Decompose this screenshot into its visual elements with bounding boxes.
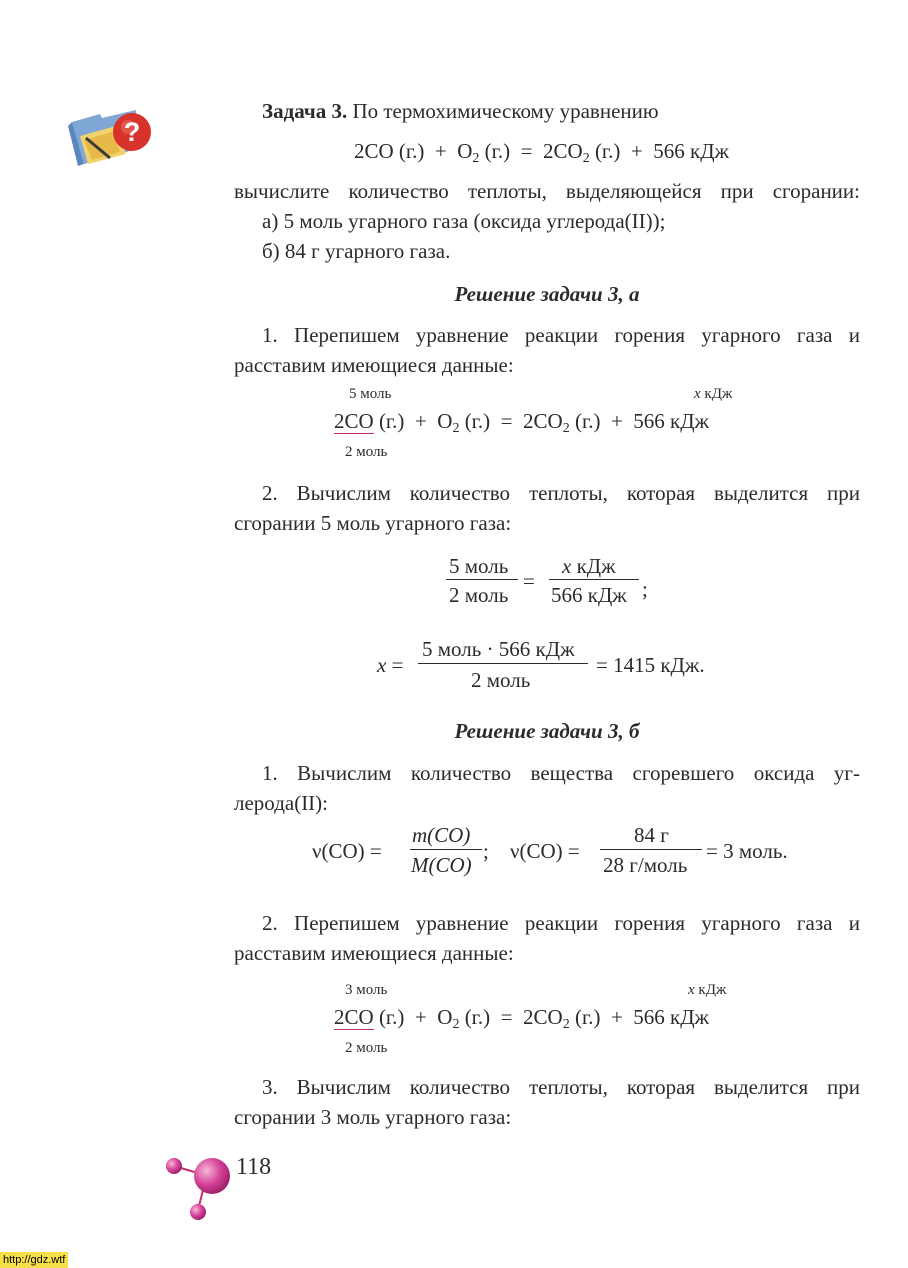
solution-b-step1-line2: лерода(II): (234, 791, 329, 815)
nu-co-2: ν(CO) = (510, 839, 580, 863)
calc-result: = 1415 кДж. (596, 653, 705, 677)
solution-b-step2-line1: 2. Перепишем уравнение реакции горения угарного газа и (262, 911, 860, 935)
underlined-co: 2CO (334, 1005, 374, 1029)
prop-num-right: x кДж (562, 554, 616, 578)
solution-a-step2-line1: 2. Вычислим количество теплоты, которая выделится при (262, 481, 860, 505)
equation-b: 2CO $(г.) + O_2$ $(г.) = 2CO_2$ (г.) + 566 кДж (334, 1005, 710, 1032)
nu-num-2: 84 г (634, 823, 669, 847)
eq-a-bottom-left: 2 моль (345, 444, 388, 460)
calc-line (418, 663, 588, 664)
solution-b-step3-line2: сгорании 3 моль угарного газа: (234, 1105, 512, 1129)
task-item-a: а) 5 моль угарного газа (оксида углерода(II)); (262, 209, 666, 233)
solution-b-heading: Решение задачи 3, б (454, 719, 640, 743)
nu-semicolon: ; (483, 839, 489, 863)
calc-den: 2 моль (471, 668, 531, 692)
prop-eq: = (523, 569, 535, 593)
eq-b-top-right: x кДж (688, 982, 727, 998)
nu-num-1: m(CO) (412, 823, 471, 847)
solution-b-step1-line1: 1. Вычислим количество вещества сгоревшего оксида уг- (262, 761, 860, 785)
nu-result: = 3 моль. (706, 839, 788, 863)
source-link[interactable]: http://gdz.wtf (0, 1252, 68, 1268)
underlined-co: 2CO (334, 409, 374, 433)
solution-a-step1-line2: расставим имеющиеся данные: (234, 353, 514, 377)
nu-den-2: 28 г/моль (603, 853, 688, 877)
eq-a-top-left: 5 моль (349, 386, 392, 402)
calc-x: x = (377, 653, 404, 677)
prop-num-left: 5 моль (449, 554, 509, 578)
molecule-decor-icon (158, 1150, 238, 1224)
nu-co-1: ν(CO) = (312, 839, 382, 863)
solution-a-heading: Решение задачи 3, а (454, 282, 640, 306)
eq-b-top-left: 3 моль (345, 982, 388, 998)
page-number: 118 (236, 1154, 272, 1180)
solution-a-step2-line2: сгорании 5 моль угарного газа: (234, 511, 512, 535)
prop-den-left: 2 моль (449, 583, 509, 607)
task-item-b: б) 84 г угарного газа. (262, 239, 451, 263)
task-question-icon (66, 108, 156, 168)
solution-b-step2-line2: расставим имеющиеся данные: (234, 941, 514, 965)
prop-den-right: 566 кДж (551, 583, 627, 607)
task-equation: 2CO $(г.) + O_2$ $(г.) = 2CO_2$ (г.) + 566 кДж (354, 139, 730, 166)
nu-den-1: M(CO) (411, 853, 472, 877)
task-label: Задача 3. (262, 99, 348, 123)
solution-b-step3-line1: 3. Вычислим количество теплоты, которая выделится при (262, 1075, 860, 1099)
calc-num: 5 моль · 566 кДж (422, 637, 575, 661)
task-question: вычислите количество теплоты, выделяющейся при сгорании: (234, 179, 860, 203)
eq-b-bottom-left: 2 моль (345, 1040, 388, 1056)
equation-a: 2CO $(г.) + O_2$ $(г.) = 2CO_2$ (г.) + 566 кДж (334, 409, 710, 436)
solution-a-step1-line1: 1. Перепишем уравнение реакции горения угарного газа и (262, 323, 860, 347)
svg-text:?: ? (123, 117, 141, 147)
eq-a-top-right: x кДж (694, 386, 733, 402)
task-intro: По термохимическому уравнению (352, 99, 659, 123)
prop-semicolon: ; (642, 577, 648, 601)
